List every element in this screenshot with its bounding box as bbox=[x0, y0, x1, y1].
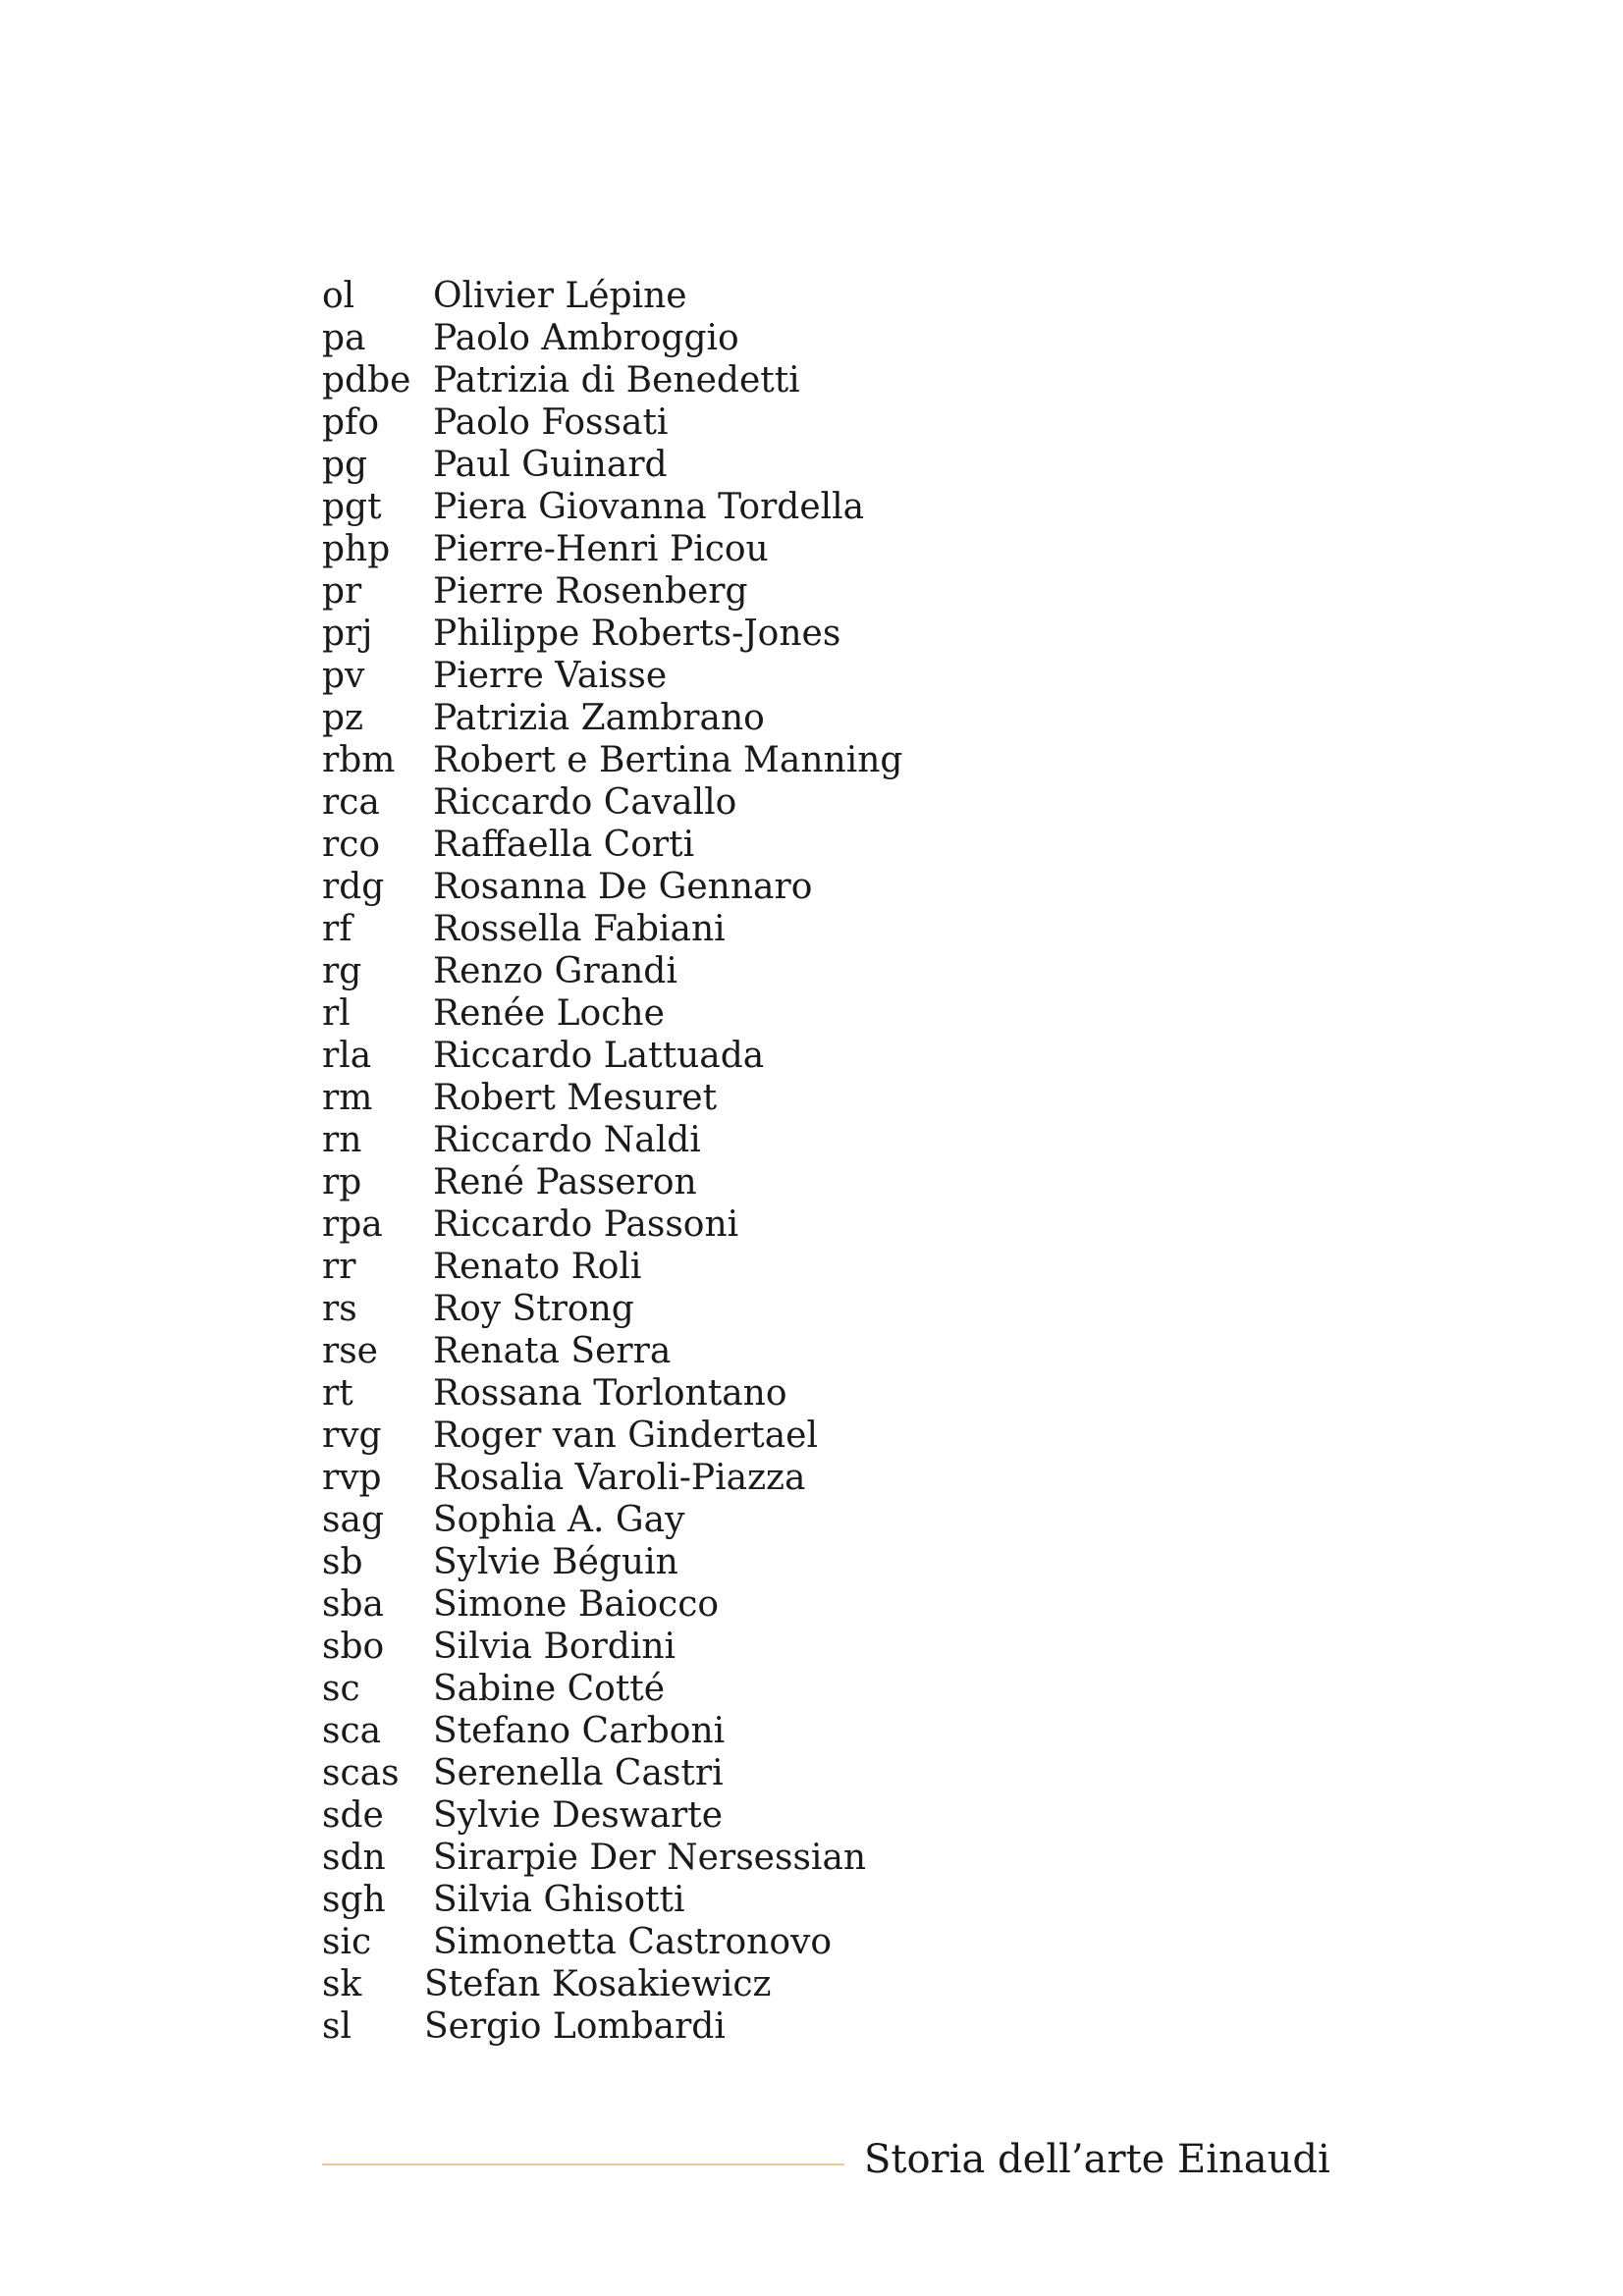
author-abbreviation: sk bbox=[322, 1964, 362, 2004]
author-name: Rossana Torlontano bbox=[433, 1373, 787, 1414]
author-abbreviation: rs bbox=[322, 1289, 357, 1329]
author-abbreviation: pg bbox=[322, 445, 368, 485]
list-item bbox=[322, 359, 902, 401]
list-item bbox=[322, 1752, 902, 1794]
author-abbreviation: rse bbox=[322, 1331, 378, 1371]
author-abbreviation-list bbox=[322, 275, 902, 2048]
author-abbreviation: rco bbox=[322, 825, 381, 865]
author-name: Robert e Bertina Manning bbox=[433, 740, 903, 780]
list-item bbox=[322, 866, 902, 908]
footer-rule bbox=[322, 2163, 844, 2165]
author-abbreviation: rdg bbox=[322, 867, 385, 907]
list-item bbox=[322, 739, 902, 781]
author-name: Sylvie Deswarte bbox=[433, 1795, 724, 1836]
list-item bbox=[322, 1203, 902, 1246]
list-item bbox=[322, 992, 902, 1035]
list-item bbox=[322, 1415, 902, 1457]
author-name: Silvia Ghisotti bbox=[433, 1880, 685, 1920]
author-name: Pierre-Henri Picou bbox=[433, 529, 769, 569]
author-name: Renée Loche bbox=[433, 993, 665, 1034]
author-name: Riccardo Naldi bbox=[433, 1120, 701, 1160]
author-abbreviation: pa bbox=[322, 318, 366, 358]
list-item bbox=[322, 1288, 902, 1330]
author-abbreviation: pz bbox=[322, 698, 364, 738]
author-abbreviation: sca bbox=[322, 1711, 382, 1751]
author-name: Riccardo Passoni bbox=[433, 1204, 739, 1245]
author-name: Serenella Castri bbox=[433, 1753, 724, 1793]
author-abbreviation: sic bbox=[322, 1922, 372, 1962]
list-item bbox=[322, 1161, 902, 1203]
author-abbreviation: rvp bbox=[322, 1458, 382, 1498]
list-item bbox=[322, 275, 902, 317]
list-item bbox=[322, 1626, 902, 1668]
author-abbreviation: rr bbox=[322, 1247, 356, 1287]
author-name: Pierre Vaisse bbox=[433, 656, 668, 696]
author-abbreviation: pgt bbox=[322, 487, 382, 527]
author-abbreviation: rbm bbox=[322, 740, 396, 780]
author-name: Rosanna De Gennaro bbox=[433, 867, 813, 907]
author-abbreviation: sc bbox=[322, 1669, 360, 1709]
list-item bbox=[322, 1921, 902, 1963]
list-item bbox=[322, 1119, 902, 1161]
list-item bbox=[322, 486, 902, 528]
author-abbreviation: sag bbox=[322, 1500, 384, 1540]
author-name: Paolo Fossati bbox=[433, 402, 669, 443]
author-name: Sophia A. Gay bbox=[433, 1500, 685, 1540]
author-name: Riccardo Lattuada bbox=[433, 1036, 765, 1076]
list-item bbox=[322, 1668, 902, 1710]
list-item bbox=[322, 1457, 902, 1499]
author-name: Roger van Gindertael bbox=[433, 1415, 818, 1456]
list-item bbox=[322, 1710, 902, 1752]
list-item bbox=[322, 950, 902, 992]
author-abbreviation: rf bbox=[322, 909, 352, 949]
footer-title: Storia dell’arte Einaudi bbox=[864, 2137, 1330, 2182]
author-abbreviation: sl bbox=[322, 2006, 352, 2047]
list-item bbox=[322, 1330, 902, 1372]
author-name: Riccardo Cavallo bbox=[433, 782, 737, 823]
list-item bbox=[322, 1541, 902, 1583]
list-item bbox=[322, 317, 902, 359]
author-name: Sergio Lombardi bbox=[424, 2006, 726, 2047]
author-abbreviation: rm bbox=[322, 1078, 373, 1118]
author-abbreviation: sba bbox=[322, 1584, 384, 1625]
author-abbreviation: sde bbox=[322, 1795, 384, 1836]
author-abbreviation: sgh bbox=[322, 1880, 386, 1920]
author-name: Patrizia di Benedetti bbox=[433, 360, 800, 400]
author-name: Paolo Ambroggio bbox=[433, 318, 739, 358]
author-name: Simone Baiocco bbox=[433, 1584, 720, 1625]
author-abbreviation: rla bbox=[322, 1036, 372, 1076]
author-abbreviation: rn bbox=[322, 1120, 362, 1160]
list-item bbox=[322, 401, 902, 444]
list-item bbox=[322, 444, 902, 486]
author-name: Renato Roli bbox=[433, 1247, 642, 1287]
author-name: Rossella Fabiani bbox=[433, 909, 726, 949]
list-item bbox=[322, 1963, 902, 2005]
list-item bbox=[322, 1035, 902, 1077]
list-item bbox=[322, 908, 902, 950]
author-name: Sirarpie Der Nersessian bbox=[433, 1838, 867, 1878]
author-abbreviation: rpa bbox=[322, 1204, 383, 1245]
author-name: Philippe Roberts-Jones bbox=[433, 614, 841, 654]
author-name: Paul Guinard bbox=[433, 445, 668, 485]
author-abbreviation: rvg bbox=[322, 1415, 382, 1456]
author-name: Roy Strong bbox=[433, 1289, 634, 1329]
author-name: Pierre Rosenberg bbox=[433, 571, 748, 612]
list-item bbox=[322, 570, 902, 613]
list-item bbox=[322, 528, 902, 570]
author-abbreviation: php bbox=[322, 529, 391, 569]
author-abbreviation: prj bbox=[322, 614, 373, 654]
list-item bbox=[322, 1794, 902, 1837]
author-abbreviation: rca bbox=[322, 782, 380, 823]
author-name: Patrizia Zambrano bbox=[433, 698, 765, 738]
author-abbreviation: sdn bbox=[322, 1838, 386, 1878]
list-item bbox=[322, 1246, 902, 1288]
author-name: Raffaella Corti bbox=[433, 825, 695, 865]
author-name: Rosalia Varoli-Piazza bbox=[433, 1458, 806, 1498]
author-abbreviation: scas bbox=[322, 1753, 400, 1793]
author-name: Simonetta Castronovo bbox=[433, 1922, 833, 1962]
author-abbreviation: rg bbox=[322, 951, 362, 991]
list-item bbox=[322, 613, 902, 655]
author-abbreviation: pfo bbox=[322, 402, 380, 443]
list-item bbox=[322, 824, 902, 866]
author-abbreviation: sbo bbox=[322, 1627, 385, 1667]
author-name: Sylvie Béguin bbox=[433, 1542, 678, 1582]
author-name: Renata Serra bbox=[433, 1331, 672, 1371]
author-name: Sabine Cotté bbox=[433, 1669, 666, 1709]
author-abbreviation: sb bbox=[322, 1542, 363, 1582]
author-abbreviation: pdbe bbox=[322, 360, 411, 400]
author-name: Stefano Carboni bbox=[433, 1711, 726, 1751]
list-item bbox=[322, 655, 902, 697]
author-name: Silvia Bordini bbox=[433, 1627, 676, 1667]
list-item bbox=[322, 1077, 902, 1119]
list-item bbox=[322, 1499, 902, 1541]
author-abbreviation: rp bbox=[322, 1162, 362, 1202]
list-item bbox=[322, 1837, 902, 1879]
author-abbreviation: ol bbox=[322, 276, 355, 316]
author-name: Renzo Grandi bbox=[433, 951, 677, 991]
author-name: Robert Mesuret bbox=[433, 1078, 718, 1118]
list-item bbox=[322, 697, 902, 739]
author-abbreviation: rt bbox=[322, 1373, 353, 1414]
author-abbreviation: pr bbox=[322, 571, 362, 612]
author-name: Olivier Lépine bbox=[433, 276, 687, 316]
author-name: Stefan Kosakiewicz bbox=[424, 1964, 772, 2004]
author-name: René Passeron bbox=[433, 1162, 697, 1202]
list-item bbox=[322, 1879, 902, 1921]
list-item bbox=[322, 1372, 902, 1415]
author-name: Piera Giovanna Tordella bbox=[433, 487, 865, 527]
list-item bbox=[322, 781, 902, 824]
list-item bbox=[322, 2005, 902, 2048]
author-abbreviation: pv bbox=[322, 656, 365, 696]
list-item bbox=[322, 1583, 902, 1626]
author-abbreviation: rl bbox=[322, 993, 351, 1034]
